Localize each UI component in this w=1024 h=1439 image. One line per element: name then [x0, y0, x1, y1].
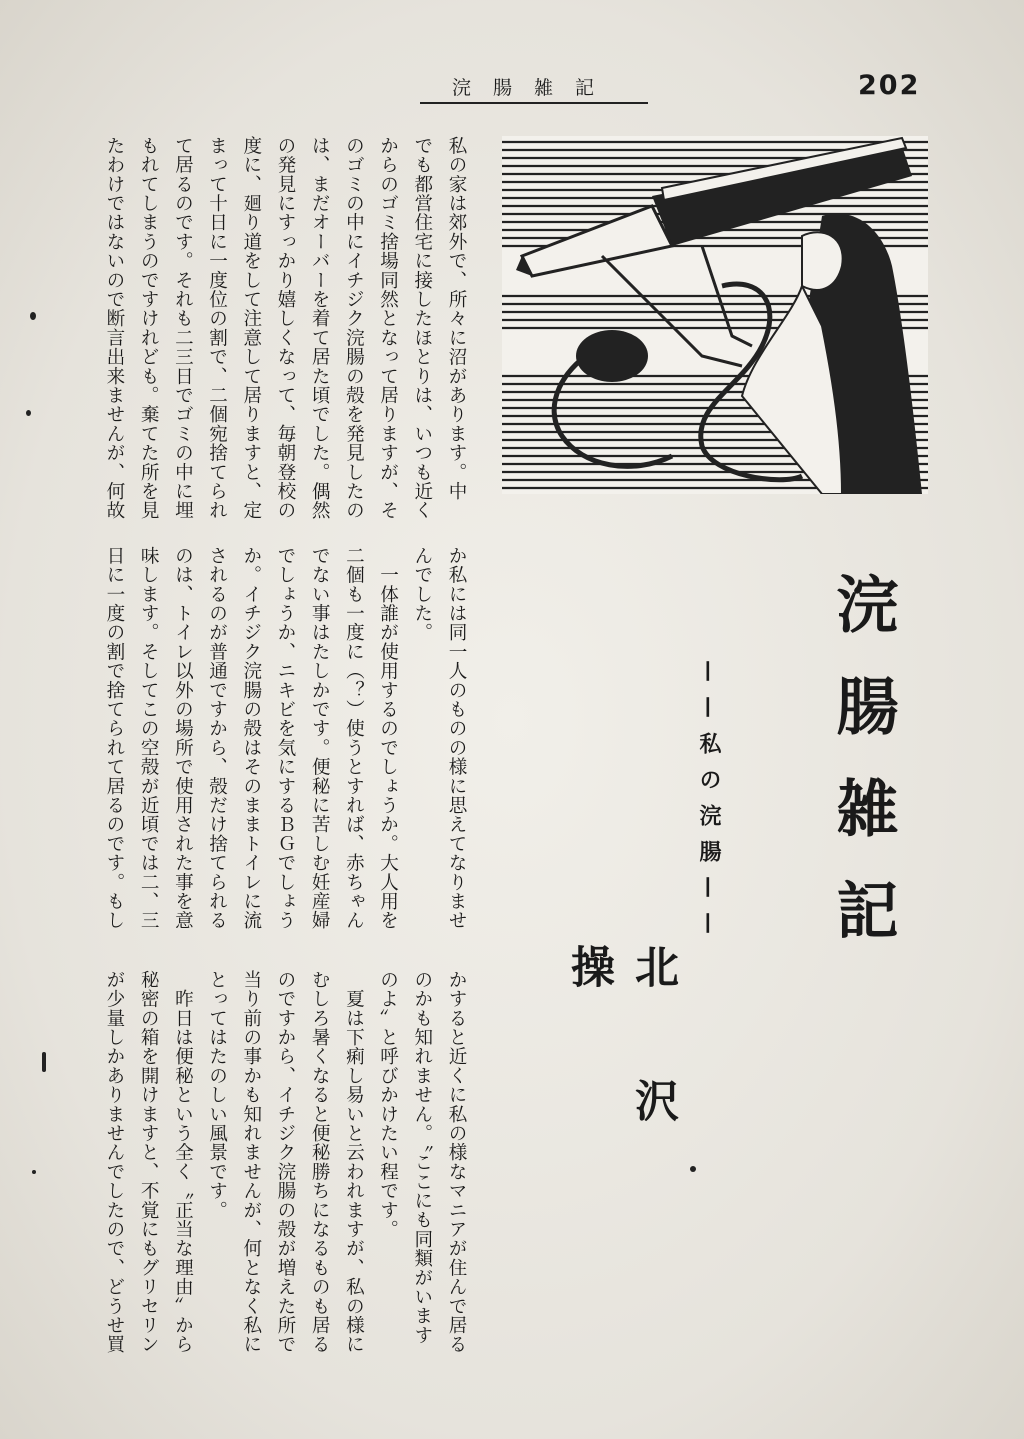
ink-speck — [690, 1166, 696, 1172]
page-number: 202 — [858, 70, 921, 101]
article-subtitle: ——私の浣腸—— — [696, 660, 722, 948]
ink-speck — [42, 1052, 46, 1072]
bulb-icon — [576, 330, 648, 382]
running-title: 浣腸雑記 — [420, 74, 648, 104]
body-column-middle: か私には同一人のものの様に思えてなりませ んでした。 一体誰が使用するのでしょうか。大人用を 二個も一度に（？）使うとすれば、赤ちゃん でない事はたしかです。便秘に苦しむ妊産婦 でしょうか、ニキビを気にするＢＧでしょう か。イチジク浣腸の殻はそのままトイレに流 されるのが普通ですから、殻だけ捨てられる のは、トイレ以外の場所で使用された事を意 味します。そしてこの空殻が近頃では二、三 日に一度の割で捨てられて居るのです。もし — [103, 546, 467, 930]
body-column-bottom: かすると近くに私の様なマニアが住んで居る のかも知れません。〝ここにも同類がいます のよ〟と呼びかけたい程です。 夏は下痢し易いと云われますが、私の様に むしろ暑くなると便秘勝ちになるものも居る のですから、イチジク浣腸の殻が増えた所で 当り前の事かも知れませんが、何となく私に とってはたのしい風景です。 昨日は便秘という全く〝正当な理由〟から 秘密の箱を開けますと、不覚にもグリセリン が少量しかありませんでしたので、どうせ買 — [103, 970, 467, 1354]
author-name: 北沢 操 — [563, 944, 678, 1346]
body-column-top: 私の家は郊外で、所々に沼があります。中 でも都営住宅に接したほとりは、いつも近く からのゴミ捨場同然となって居りますが、そ のゴミの中にイチジク浣腸の殻を発見したの は、まだオーバーを着て居た頃でした。偶然 の発見にすっかり嬉しくなって、毎朝登校の 度に、廻り道をして注意して居りますと、定 まって十日に一度位の割で、二個宛捨てられ て居るのです。それも二三日でゴミの中に埋 もれてしまうのですけれども。棄てた所を見 たわけではないので断言出来ませんが、何故 — [103, 136, 467, 520]
ink-speck — [26, 410, 31, 416]
ink-speck — [32, 1170, 36, 1174]
illustration — [502, 136, 928, 494]
ink-speck — [30, 312, 36, 320]
article-title: 浣腸雑記 — [826, 572, 899, 980]
